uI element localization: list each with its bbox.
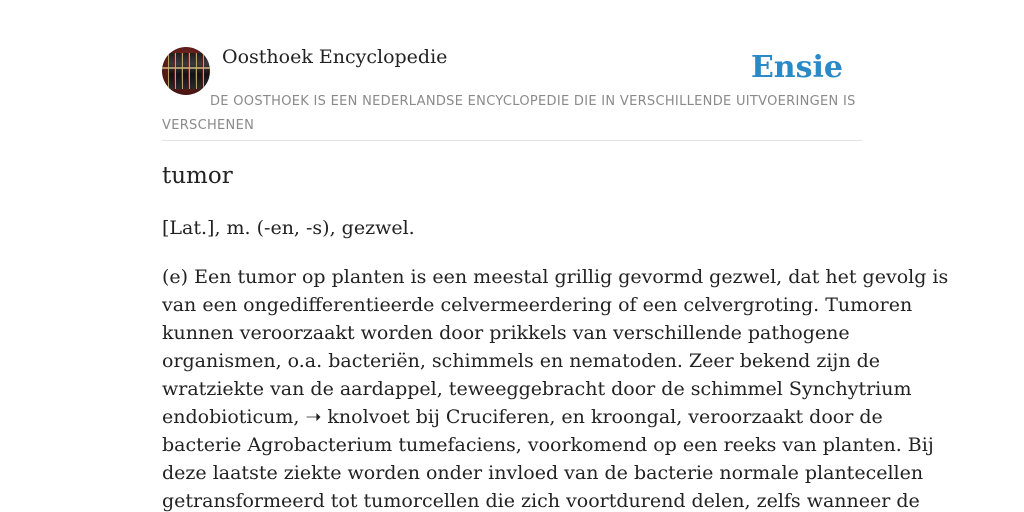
body-line: organismen, o.a. bacteriën, schimmels en nematoden. Zeer bekend zijn de [162, 350, 881, 372]
body-line: kunnen veroorzaakt worden door prikkels van verschillende pathogene [162, 322, 850, 344]
body-line: endobioticum, ➝ knolvoet bij Cruciferen, en kroongal, veroorzaakt door de [162, 406, 883, 428]
body-line: deze laatste ziekte worden onder invloed van de bacterie normale plantecellen [162, 462, 924, 484]
body-line: bacterie Agrobacterium tumefaciens, voorkomend op een reeks van planten. Bij [162, 434, 934, 456]
article-definition: [Lat.], m. (-en, -s), gezwel. [162, 217, 415, 239]
site-tagline: DE OOSTHOEK IS EEN NEDERLANDSE ENCYCLOPEDIE DIE IN VERSCHILLENDE UITVOERINGEN IS VERSCHENEN [162, 94, 856, 133]
brand-logo-link[interactable]: Ensie [750, 50, 843, 85]
body-line: van een ongedifferentieerde celvermeerdering of een celvergroting. Tumoren [162, 294, 913, 316]
article-body [162, 263, 949, 512]
article-title: tumor [162, 163, 233, 189]
content-container [162, 0, 949, 512]
bookshelf-avatar-icon[interactable] [162, 47, 210, 95]
header [162, 0, 862, 141]
body-line: getransformeerd tot tumorcellen die zich voortdurend delen, zelfs wanneer de [162, 490, 920, 512]
body-line: (e) Een tumor op planten is een meestal grillig gevormd gezwel, dat het gevolg is [162, 266, 949, 288]
body-line: wratziekte van de aardappel, teweeggebracht door de schimmel Synchytrium [162, 378, 912, 400]
site-name-link[interactable]: Oosthoek Encyclopedie [222, 46, 448, 68]
